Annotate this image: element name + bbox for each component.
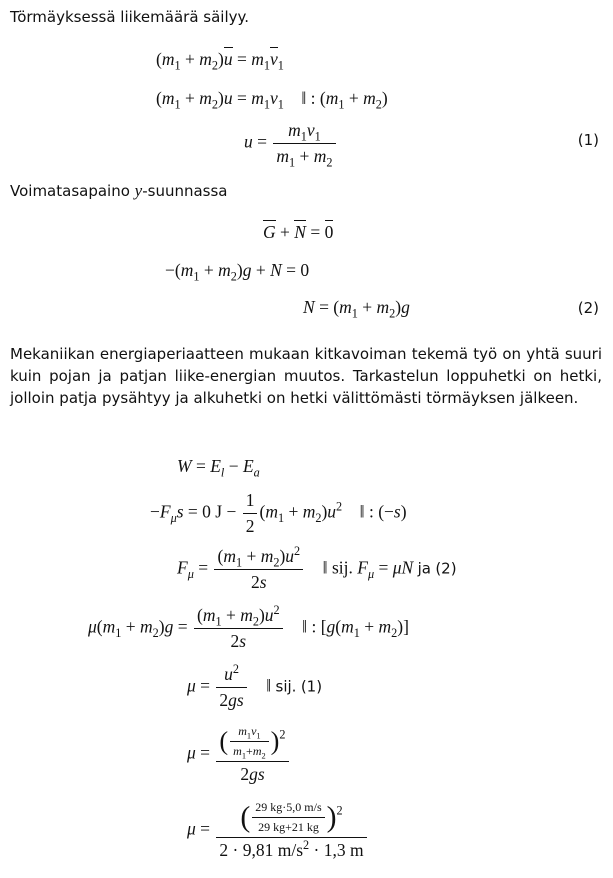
mu-equation-3: μ = ( $\frac{m_1v_1}{m_1+m_2}$ )$^2$ 2gs [187, 724, 291, 785]
mu-equation-numeric: μ = ( $\frac{29 kg\cdot 5,0 m/s}{29 kg+21 kg}$ )$^2$ 2 · 9,81 $m/s^2 \cdot 1,3$ m [187, 800, 369, 861]
mu-equation-1: $\mu(m_1 + m_2)g$ = $\frac{(m_1 + m_2)u^2}{2s}$ ‖ : $[g(m_1 + m_2)]$ [88, 603, 409, 651]
equation-number-1: (1) [577, 131, 599, 149]
force-vector-equation: G + N = 0 [263, 222, 334, 242]
velocity-u-equation: u = $\frac{m_1v_1}{m_1 + m_2}$ [244, 120, 338, 167]
energy-principle-paragraph: Mekaniikan energiaperiaatteen mukaan kitkavoiman tekemä työ on yhtä suuri kuin pojan ja patjan liike-energian muutos. Tarkastelun loppuhetki on hetki, jolloin patja pysähtyy ja alkuhetki on hetki välittömästi törmäyksen jälkeen. [10, 345, 602, 407]
normal-force-equation: $N = (m_1 + m_2)g$ [303, 297, 410, 321]
intro-text: Törmäyksessä liikemäärä säilyy. [10, 8, 250, 26]
friction-force-equation: $F_\mu$ = $\frac{(m_1 + m_2)u^2}{2s}$ ‖ sij. $F_\mu = \mu N$ ja (2) [177, 544, 457, 592]
friction-work-equation: $-F_\mu s = 0$ J − $\frac{1}{2}$ $(m_1 + m_2)u^2$ ‖ : (−s) [150, 490, 407, 536]
force-balance-intro: Voimatasapaino y-suunnassa [10, 181, 228, 200]
work-energy-equation: $W = E_l - E_a$ [177, 456, 260, 480]
equation-number-2: (2) [577, 299, 599, 317]
momentum-scalar-equation: $(m_1 + m_2)u = m_1v_1$ ‖ : $(m_1 + m_2)$ [156, 88, 388, 112]
force-scalar-equation: $-(m_1 + m_2)g + N = 0$ [165, 260, 310, 284]
momentum-vector-equation: $(m_1 + m_2)u = m_1v_1$ [156, 49, 284, 73]
mu-equation-2: μ = $\frac{u^2}{2gs}$ ‖ sij. (1) [187, 662, 323, 710]
